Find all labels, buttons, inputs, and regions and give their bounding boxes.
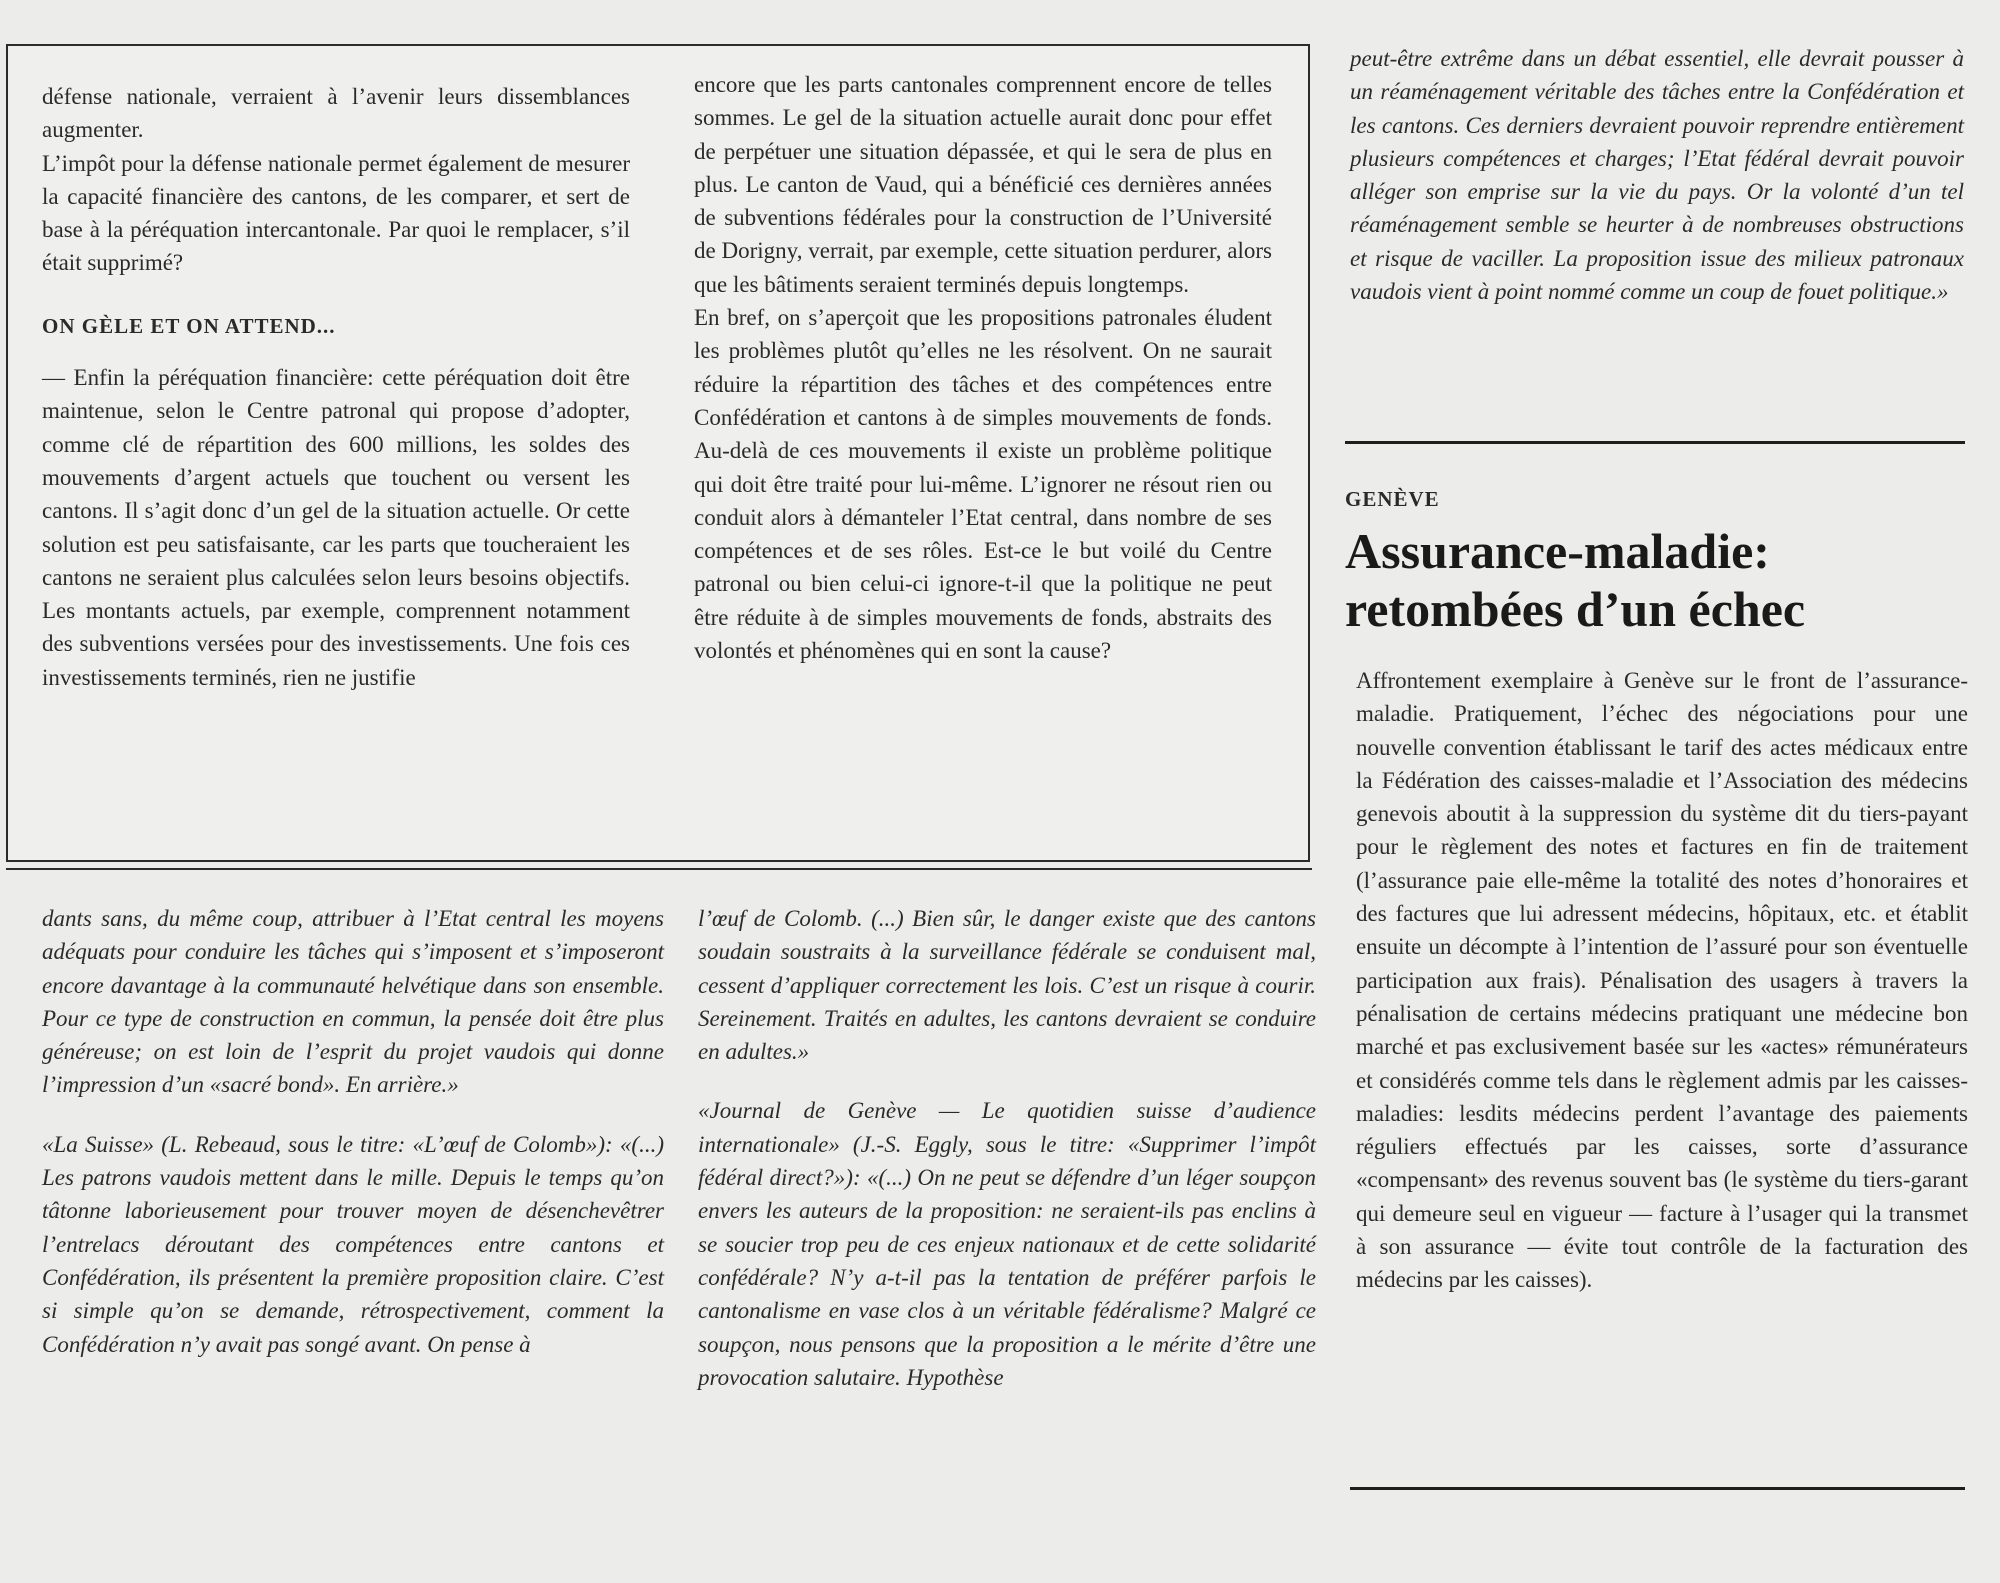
- box-column-1: [42, 80, 630, 694]
- section-subhead: ON GÈLE ET ON ATTEND...: [42, 313, 336, 338]
- section-rule-bottom: [1350, 1487, 1965, 1490]
- region-label: GENÈVE: [1345, 487, 1440, 511]
- right-quote-column: [1350, 42, 1964, 308]
- lower-col1-paragraph-1: dants sans, du même coup, attribuer à l’Etat central les moyens adéquats pour conduire les tâches qui s’imposent et s’imposeront encore davantage à la communauté helvétique dans son ensemble. Pour ce type de construction en commun, la pensée doit être plus généreuse; on est loin de l’esprit du projet vaudois qui donne l’impression d’un «sacré bond». En arrière.»: [42, 906, 664, 1098]
- right-article-body: [1356, 664, 1968, 1297]
- headline-line-2: retombées d’un échec: [1345, 581, 1806, 637]
- lower-column-1: [42, 902, 664, 1361]
- headline-line-1: Assurance-maladie:: [1345, 523, 1770, 579]
- lower-col1-paragraph-2: «La Suisse» (L. Rebeaud, sous le titre: «L’œuf de Colomb»): «(...) Les patrons vaudois mettent dans le mille. Depuis le temps qu’on tâtonne laborieusement pour trouver moyen de désenchevêtrer l’entrelacs déroutant des compétences entre cantons et Confédération, ils présentent la première proposition claire. C’est si simple qu’on se demande, rétrospectivement, comment la Confédération n’y avait pas songé avant. On pense à: [42, 1131, 664, 1357]
- section-rule-top: [1345, 441, 1965, 444]
- box-column-2: [694, 68, 1272, 667]
- lower-col2-paragraph-2: «Journal de Genève — Le quotidien suisse d’audience internationale» (J.-S. Eggly, sous le titre: «Supprimer l’impôt fédéral direct?»): «(...) On ne peut se défendre d’un léger soupçon envers les auteurs de la proposition: ne seraient-ils pas enclins à se soucier trop peu de ces enjeux nationaux et de cette solidarité confédérale? N’y a-t-il pas la tentation de préférer parfois le cantonalisme en vase clos à un véritable fédéralisme? Malgré ce soupçon, nous pensons que la proposition a le mérite d’être une provocation salutaire. Hypothèse: [698, 1098, 1316, 1390]
- article-headline: [1345, 522, 1975, 638]
- box-col2-paragraph-2: En bref, on s’aperçoit que les propositions patronales éludent les problèmes plutôt qu’elles ne les résolvent. On ne saurait réduire la répartition des tâches et des compétences entre Confédération et cantons à de simples mouvements de fonds. Au-delà de ces mouvements il existe un problème politique qui doit être traité pour lui-même. L’ignorer ne résout rien ou conduit alors à démanteler l’Etat central, dans nombre de ses compétences et de ses rôles. Est-ce le but voilé du Centre patronal ou bien celui-ci ignore-t-il que la politique ne peut être réduite à de simples mouvements de fonds, abstraits des volontés et phénomènes qui en sont la cause?: [694, 305, 1272, 664]
- lower-column-2: [698, 902, 1316, 1394]
- box-col1-paragraph-2: L’impôt pour la défense nationale permet également de mesurer la capacité financière des cantons, de les comparer, et sert de base à la péréquation intercantonale. Par quoi le remplacer, s’il était supprimé?: [42, 150, 630, 276]
- rule-under-box: [6, 868, 1312, 870]
- lower-col2-paragraph-1: l’œuf de Colomb. (...) Bien sûr, le danger existe que des cantons soudain soustraits à la surveillance fédérale se conduisent mal, cessent d’appliquer correctement les lois. C’est un risque à courir. Sereinement. Traités en adultes, les cantons devraient se conduire en adultes.»: [698, 906, 1316, 1065]
- box-col1-paragraph-1: défense nationale, verraient à l’avenir leurs dissemblances augmenter.: [42, 84, 630, 143]
- right-body-paragraph: Affrontement exemplaire à Genève sur le front de l’assurance-maladie. Pratiquement, l’échec des négociations pour une nouvelle convention établissant le tarif des actes médicaux entre la Fédération des caisses-maladie et l’Association des médecins genevois aboutit à la suppression du système dit du tiers-payant pour le règlement des notes et factures en fin de traitement (l’assurance paie elle-même la totalité des notes d’honoraires et des factures que lui adressent médecins, hôpitaux, etc. et établit ensuite un décompte à l’intention de l’assuré pour son éventuelle participation aux frais). Pénalisation des usagers à travers la pénalisation de certains médecins pratiquant une médecine bon marché et pas exclusivement basée sur les «actes» rémunérateurs et considérés comme tels dans le règlement admis par les caisses-maladies: lesdits médecins perdent l’avantage des paiements réguliers effectués par les caisses, sorte d’assurance «compensant» des revenus souvent bas (le système du tiers-garant qui demeure seul en vigueur — facture à l’usager qui la transmet à son assurance — évite tout contrôle de la facturation des médecins par les caisses).: [1356, 668, 1968, 1293]
- box-col1-paragraph-3: — Enfin la péréquation financière: cette péréquation doit être maintenue, selon le Centre patronal qui propose d’adopter, comme clé de répartition des 600 millions, les soldes des mouvements d’argent actuels que touchent ou versent les cantons. Il s’agit donc d’un gel de la situation actuelle. Or cette solution est peu satisfaisante, car les parts que toucheraient les cantons ne seraient plus calculées selon leurs besoins objectifs. Les montants actuels, par exemple, comprennent notamment des subventions versées pour des investissements. Une fois ces investissements terminés, rien ne justifie: [42, 365, 630, 690]
- right-quote-paragraph: peut-être extrême dans un débat essentiel, elle devrait pousser à un réaménagement véritable des tâches entre la Confédération et les cantons. Ces derniers devraient pouvoir reprendre entièrement plusieurs compétences et charges; l’Etat fédéral devrait pouvoir alléger son emprise sur la vie du pays. Or la volonté d’un tel réaménagement semble se heurter à de nombreuses obstructions et risque de vaciller. La proposition issue des milieux patronaux vaudois vient à point nommé comme un coup de fouet politique.»: [1350, 46, 1964, 305]
- box-col2-paragraph-1: encore que les parts cantonales comprennent encore de telles sommes. Le gel de la situation actuelle aurait donc pour effet de perpétuer une situation dépassée, et qui le sera de plus en plus. Le canton de Vaud, qui a bénéficié ces dernières années de subventions fédérales pour la construction de l’Université de Dorigny, verrait, par exemple, cette situation perdurer, alors que les bâtiments seraient terminés depuis longtemps.: [694, 72, 1272, 297]
